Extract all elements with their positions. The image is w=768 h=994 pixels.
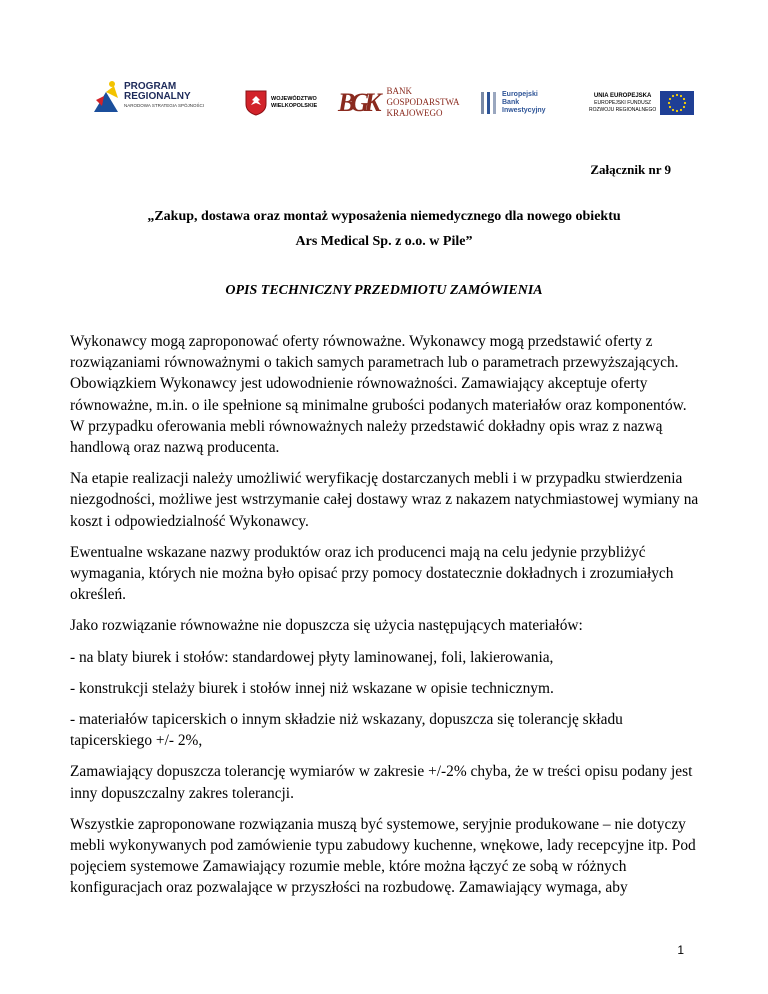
ue-logo	[589, 91, 694, 115]
document-subject: OPIS TECHNICZNY PRZEDMIOTU ZAMÓWIENIA	[225, 283, 543, 298]
eib-logo	[480, 90, 546, 116]
title-line-2: Ars Medical Sp. z o.o. w Pile”	[295, 234, 473, 249]
page-number: 1	[677, 943, 684, 957]
ue-line3: ROZWOJU REGIONALNEGO	[589, 106, 657, 113]
eu-flag-icon	[660, 91, 694, 115]
wojewodztwo-line2: WIELKOPOLSKIE	[271, 103, 318, 109]
paragraph: Jako rozwiązanie równoważne nie dopuszcza się użycia następujących materiałów:	[70, 617, 583, 635]
wojewodztwo-logo	[245, 90, 317, 116]
paragraph: Wszystkie zaproponowane rozwiązania muszą być systemowe, seryjnie produkowane – nie dotyczy mebli wykonywanych pod zamówienie typu zabudowy kuchenne, wnękowe, lady recepcyjne itp. Pod pojęciem systemowe Zamawiający rozumie meble, które można łączyć ze sobą w różnych konfiguracjach oraz pozwalające w przyszłości na rozbudowę. Zamawiający wymaga, aby	[70, 815, 696, 897]
eib-line2: Bank	[502, 99, 520, 106]
eib-line3: Inwestycyjny	[502, 107, 546, 114]
eib-line1: Europejski	[502, 91, 538, 98]
document-body	[70, 331, 700, 909]
title-line-1: „Zakup, dostawa oraz montaż wyposażenia niemedycznego dla nowego obiektu	[147, 209, 621, 224]
list-item: - konstrukcji stelaży biurek i stołów innej niż wskazane w opisie technicznym.	[70, 679, 554, 697]
wojewodztwo-line1: WOJEWÓDZTWO	[271, 96, 317, 102]
program-line1: PROGRAM	[124, 81, 177, 92]
ue-line1: UNIA EUROPEJSKA	[593, 92, 652, 99]
eib-bars-icon	[480, 90, 500, 116]
paragraph: Ewentualne wskazane nazwy produktów oraz ich producenci mają na celu jedynie przybliżyć wymagania, których nie można było opisać przy pomocy dostatecznie dokładnych i zrozumiałych określeń.	[70, 543, 674, 604]
paragraph: Na etapie realizacji należy umożliwić weryfikację dostarczanych mebli i w przypadku stwierdzenia niezgodności, możliwe jest wstrzymanie całej dostawy wraz z nakazem natychmiastowej wymiany na koszt i odpowiedzialność Wykonawcy.	[70, 470, 699, 530]
bgk-line1: BANK	[386, 86, 412, 96]
bgk-monogram: BGK	[338, 87, 377, 117]
annex-label: Załącznik nr 9	[590, 162, 671, 177]
bgk-logo	[338, 86, 459, 119]
paragraph: Wykonawcy mogą zaproponować oferty równoważne. Wykonawcy mogą przedstawić oferty z rozwiązaniami równoważnymi o takich samych parametrach lub o parametrach przewyższających. Obowiązkiem Wykonawcy jest udowodnienie równoważności. Zamawiający akceptuje oferty równoważne, m.in. o ile spełnione są minimalne grubości podanych materiałów oraz komponentów. W przypadku oferowania mebli równoważnych należy przedstawić dokładny opis wraz z nazwą handlową oraz nazwą producenta.	[70, 333, 687, 457]
program-line2: REGIONALNY	[124, 91, 191, 102]
bgk-line2: GOSPODARSTWA	[386, 97, 460, 107]
eagle-shield-icon	[245, 90, 267, 116]
ue-line2: EUROPEJSKI FUNDUSZ	[594, 99, 652, 106]
program-line3: NARODOWA STRATEGIA SPÓJNOŚCI	[124, 103, 205, 108]
list-item: - na blaty biurek i stołów: standardowej płyty laminowanej, foli, lakierowania,	[70, 648, 554, 666]
logo-bar	[0, 78, 768, 128]
paragraph: Zamawiający dopuszcza tolerancję wymiarów w zakresie +/-2% chyba, że w treści opisu podany jest inny dopuszczalny zakres tolerancji.	[70, 763, 693, 802]
list-item: - materiałów tapicerskich o innym składzie niż wskazany, dopuszcza się tolerancję składu tapicerskiego +/- 2%,	[70, 711, 623, 750]
program-regionalny-logo	[92, 78, 204, 114]
bgk-line3: KRAJOWEGO	[386, 108, 443, 118]
program-star-icon	[92, 78, 120, 114]
